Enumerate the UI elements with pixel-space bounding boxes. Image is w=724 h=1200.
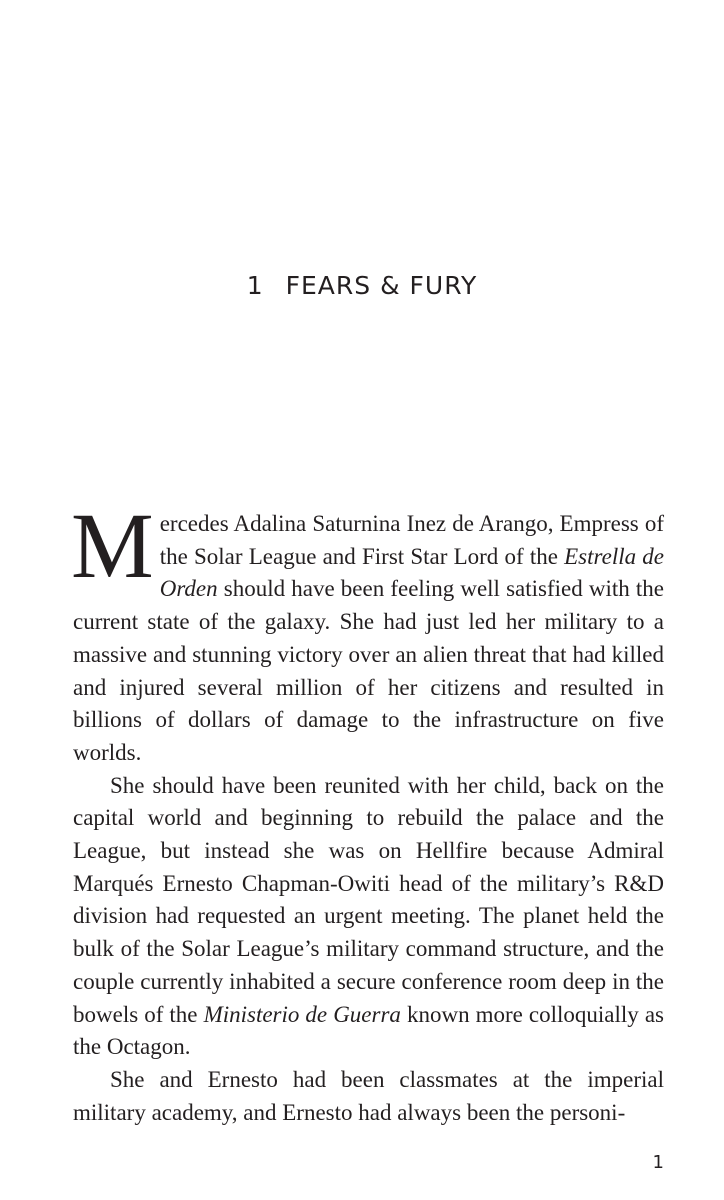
text-segment: She and Ernesto had been classmates at the imperial military academy, and Ernesto had always been the personi- xyxy=(73,1066,664,1125)
text-segment: She should have been reunited with her child, back on the capital world and beginning to rebuild the palace and the League, but instead she was on Hellfire because Admiral Marqués Ernesto Chapman-Owiti head of the military’s R&D division had requested an urgent meeting. The planet held the bulk of the Solar League’s military command structure, and the couple currently inhabited a secure conference room deep in the bowels of the xyxy=(73,772,664,1027)
chapter-number: 1 xyxy=(246,271,264,300)
ministry-name-italic: Ministerio de Guerra xyxy=(203,1001,401,1027)
paragraph-2 xyxy=(73,770,664,1064)
text-segment: ercedes Adalina Saturnina Inez de Arango, Empress of the Solar League and First Star Lord of the xyxy=(159,511,664,569)
chapter-title: FEARS & FURY xyxy=(285,271,478,300)
ship-name-italic: Estrella de Orden xyxy=(159,543,664,602)
paragraph-1 xyxy=(71,495,664,770)
body-text xyxy=(71,495,664,1129)
text-segment: should have been feeling well satisfied with the current state of the galaxy. She had just led her military to a massive and stunning victory over an alien threat that had killed and injured several million of her citizens and resulted in billions of dollars of damage to the infrastructure on five worlds. xyxy=(73,576,664,765)
page-number: 1 xyxy=(652,1152,664,1173)
text-segment: known more colloquially as the Octagon. xyxy=(73,1001,664,1060)
chapter-heading xyxy=(0,268,724,304)
paragraph-3 xyxy=(73,1064,664,1129)
drop-cap: M xyxy=(71,495,154,598)
